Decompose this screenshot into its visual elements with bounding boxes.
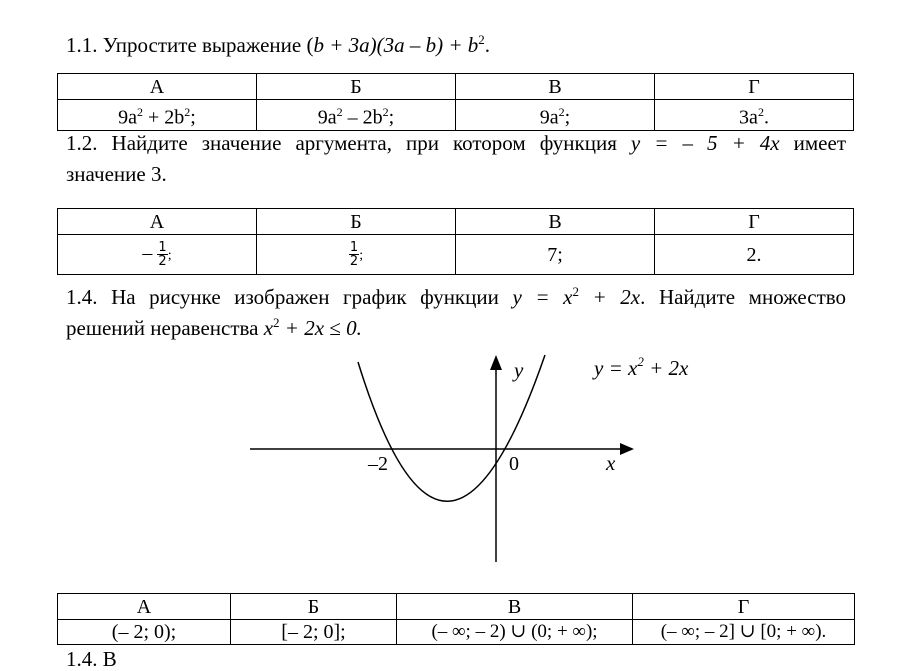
fraction-one-half: $\frac{1}{2}$ bbox=[158, 239, 167, 269]
table-row bbox=[58, 620, 855, 645]
option-a-answer: (– 2; 0); bbox=[58, 620, 231, 645]
option-d-header: Г bbox=[655, 209, 854, 235]
option-c-header: В bbox=[397, 594, 633, 620]
option-c-answer: 7; bbox=[456, 235, 655, 275]
option-b-answer: $\frac{1}{2}$ ; bbox=[257, 235, 456, 275]
option-a-header: А bbox=[58, 74, 257, 100]
option-b-header: Б bbox=[231, 594, 397, 620]
option-c-header: В bbox=[456, 74, 655, 100]
origin-label: 0 bbox=[509, 453, 519, 475]
option-a-header: А bbox=[58, 209, 257, 235]
q4-title-line2: решений неравенства $x^2 + 2x \le 0$. bbox=[66, 315, 362, 340]
option-c-header: В bbox=[456, 209, 655, 235]
y-axis-arrow-icon bbox=[490, 355, 502, 370]
fraction-one-half: $\frac{1}{2}$ bbox=[349, 239, 359, 269]
x-axis-label: x bbox=[606, 451, 616, 475]
option-d-answer: (– ∞; – 2] ∪ [0; + ∞). bbox=[633, 620, 855, 645]
option-b-header: Б bbox=[257, 74, 456, 100]
option-c-answer: $9a^2$; bbox=[456, 100, 655, 131]
option-d-header: Г bbox=[655, 74, 854, 100]
q4-answer-table bbox=[57, 593, 855, 645]
table-header-row bbox=[58, 594, 855, 620]
option-d-header: Г bbox=[633, 594, 855, 620]
y-axis-label: y bbox=[514, 358, 524, 382]
option-a-header: А bbox=[58, 594, 231, 620]
option-c-answer: (– ∞; – 2) ∪ (0; + ∞); bbox=[397, 620, 633, 645]
x-axis-arrow-icon bbox=[620, 443, 634, 455]
option-a-answer: – $\frac{1}{2}$ ; bbox=[58, 235, 257, 275]
q1-title: 1.1. Упростите выражение $(b + 3a)(3a - b) + b^2$. bbox=[66, 32, 491, 57]
option-a-answer: $9a^2 + 2b^2$; bbox=[58, 100, 257, 131]
option-d-answer: $3a^2$. bbox=[655, 100, 854, 131]
option-b-header: Б bbox=[257, 209, 456, 235]
q2-title-line2: значение 3. bbox=[66, 162, 167, 186]
tick-label-neg2: –2 bbox=[368, 453, 388, 475]
option-b-answer: $9a^2 - 2b^2$; bbox=[257, 100, 456, 131]
q4-title-line1: 1.4. На рисунке изображен график функции $y = x^2 + 2x$. Найдите множество bbox=[66, 284, 847, 309]
next-question-fragment: 1.4. В bbox=[66, 647, 117, 671]
option-d-answer: 2. bbox=[655, 235, 854, 275]
option-b-answer: [– 2; 0]; bbox=[231, 620, 397, 645]
function-equation: $y = x^2 + 2x$ bbox=[594, 354, 689, 380]
q2-title-line1: 1.2. Найдите значение аргумента, при котором функция y = – 5 + 4x имеет bbox=[66, 131, 847, 155]
